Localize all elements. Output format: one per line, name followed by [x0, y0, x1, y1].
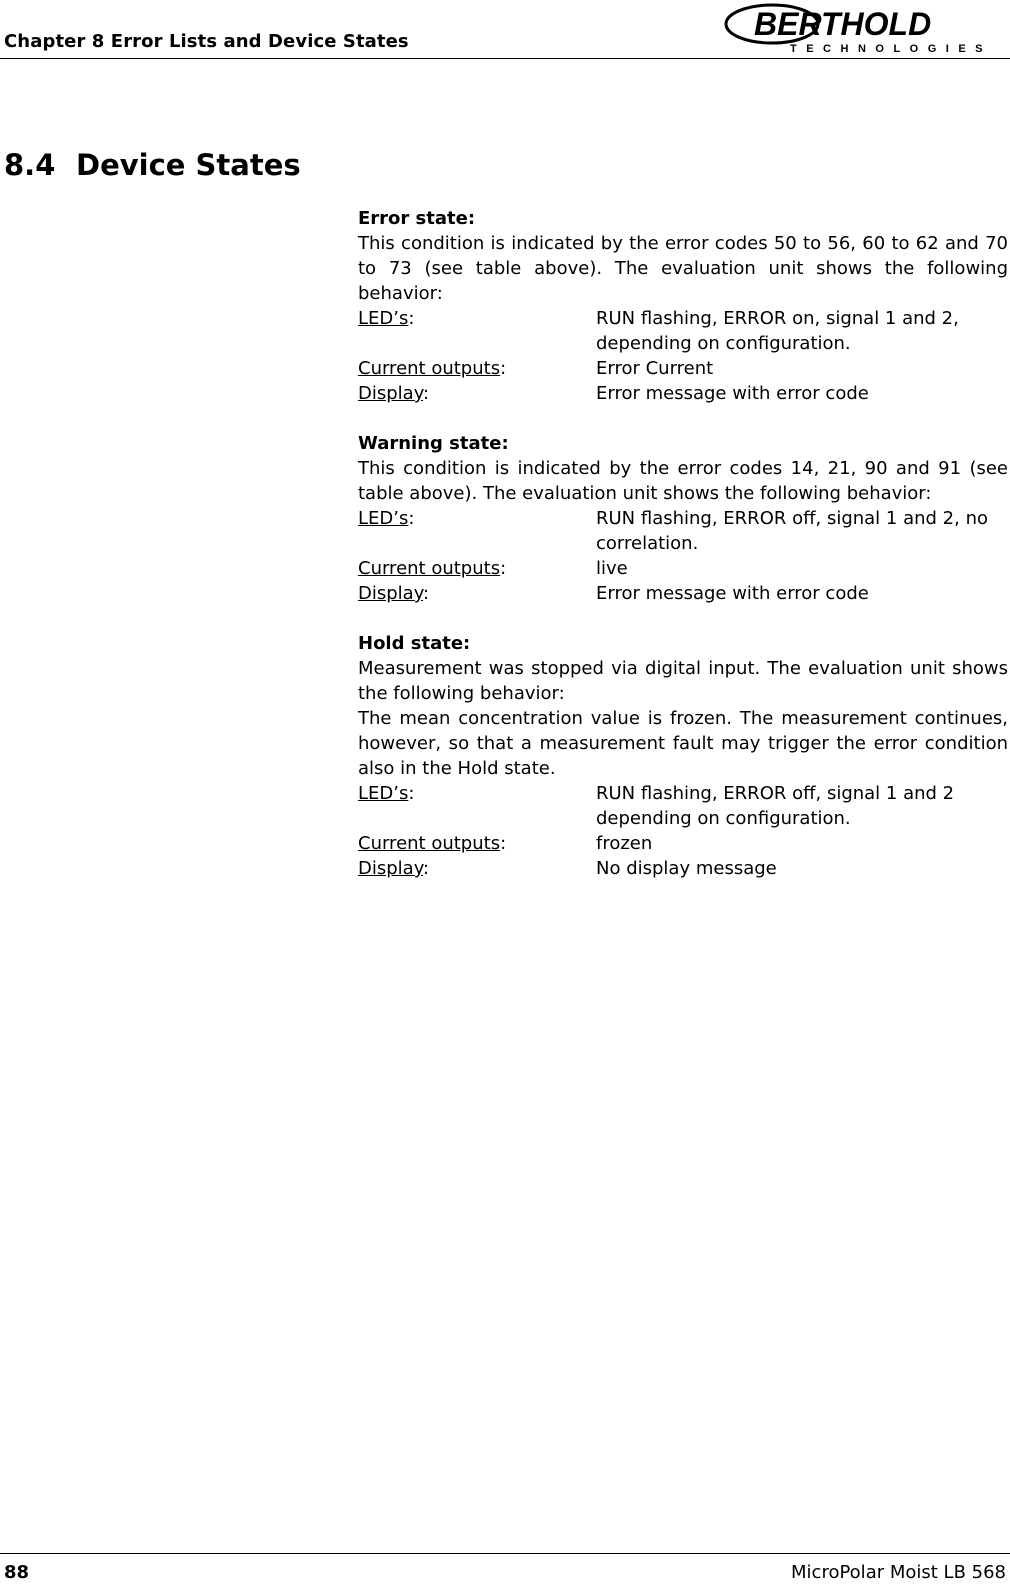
chapter-title: Chapter 8 Error Lists and Device States: [4, 31, 409, 52]
property-value: No display message: [596, 858, 777, 879]
document-name: MicroPolar Moist LB 568: [791, 1562, 1006, 1583]
hold-state-block: [358, 631, 1008, 881]
page-header: [0, 0, 1010, 59]
section-heading: [4, 148, 301, 182]
property-row: Current outputs: frozen: [358, 831, 1008, 856]
property-value: RUN flashing, ERROR off, signal 1 and 2, no correlation.: [596, 508, 988, 554]
error-state-block: [358, 206, 1008, 406]
state-description: The mean concentration value is frozen. The measurement continues, however, so that a measurement fault may trigger the error condition also in the Hold state.: [358, 708, 1008, 779]
property-key: LED’s: [358, 308, 409, 329]
property-value: RUN flashing, ERROR off, signal 1 and 2 depending on configuration.: [596, 783, 955, 829]
state-description: This condition is indicated by the error codes 14, 21, 90 and 91 (see table above). The evaluation unit shows the following behavior:: [358, 458, 1008, 504]
property-row: Display: Error message with error code: [358, 581, 1008, 606]
property-row: Display: No display message: [358, 856, 1008, 881]
property-value: Error Current: [596, 358, 714, 379]
property-row: Display: Error message with error code: [358, 381, 1008, 406]
logo-subtext: TECHNOLOGIES: [790, 43, 993, 55]
property-row: LED’s: RUN flashing, ERROR off, signal 1 and 2 depending on configuration.: [358, 781, 1008, 831]
property-key: Display: [358, 383, 424, 404]
page-number: 88: [4, 1562, 30, 1583]
property-row: LED’s: RUN flashing, ERROR off, signal 1 and 2, no correlation.: [358, 506, 1008, 556]
state-description: This condition is indicated by the error codes 50 to 56, 60 to 62 and 70 to 73 (see table above). The evaluation unit shows the following behavior:: [358, 233, 1008, 304]
section-number: 8.4: [4, 148, 56, 182]
section-title: Device States: [76, 148, 301, 182]
property-row: Current outputs: live: [358, 556, 1008, 581]
state-title: Hold state:: [358, 633, 471, 654]
berthold-logo: [720, 2, 1008, 56]
warning-state-block: [358, 431, 1008, 606]
property-row: Current outputs: Error Current: [358, 356, 1008, 381]
property-row: LED’s: RUN flashing, ERROR on, signal 1 and 2, depending on configuration.: [358, 306, 1008, 356]
device-states-content: [358, 206, 1008, 906]
property-value: Error message with error code: [596, 383, 869, 404]
property-key: Current outputs: [358, 558, 501, 579]
property-key: Display: [358, 858, 424, 879]
property-value: Error message with error code: [596, 583, 869, 604]
state-title: Warning state:: [358, 433, 509, 454]
property-key: LED’s: [358, 783, 409, 804]
property-key: Current outputs: [358, 358, 501, 379]
property-key: Current outputs: [358, 833, 501, 854]
property-value: RUN flashing, ERROR on, signal 1 and 2, depending on configuration.: [596, 308, 959, 354]
state-title: Error state:: [358, 208, 476, 229]
property-key: LED’s: [358, 508, 409, 529]
state-description: Measurement was stopped via digital input. The evaluation unit shows the following behavior:: [358, 658, 1008, 704]
property-key: Display: [358, 583, 424, 604]
page-footer: [0, 1553, 1010, 1596]
property-value: live: [596, 558, 628, 579]
property-value: frozen: [596, 833, 653, 854]
logo-wordmark: BERTHOLD: [754, 6, 932, 42]
